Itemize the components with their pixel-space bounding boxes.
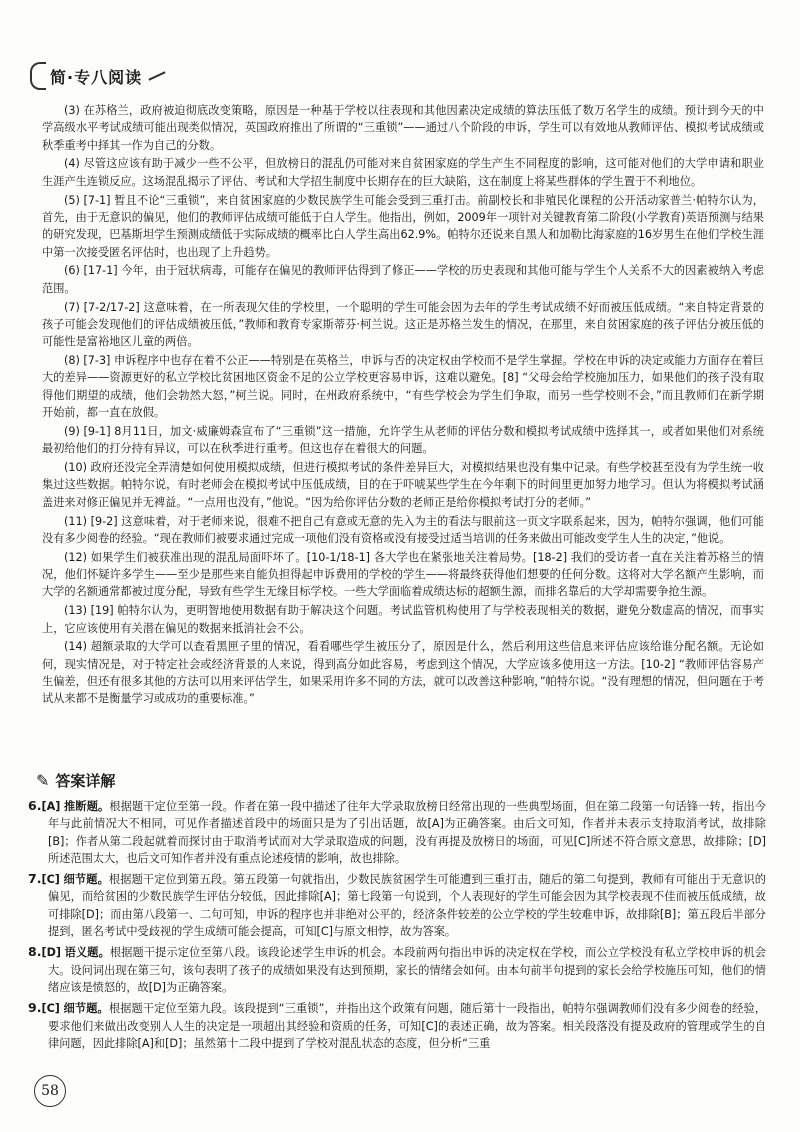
answer-number: 7. <box>28 871 42 887</box>
answer-option: [C] <box>41 873 60 887</box>
answer-item <box>28 943 766 996</box>
answer-number: 9. <box>28 1000 42 1016</box>
paragraph-5: (5) [7-1] 暂且不论“三重锁”，来自贫困家庭的少数民族学生可能会受到三重打击。前副校长和非殖民化课程的公开活动家普兰·帕特尔认为，首先，由于无意识的偏见，他们的教师评估成绩可能低于白人学生。他指出，例如，2009年一项针对关键教育第二阶段(小学教育)英语预测与结果的研究发现，巴基斯坦学生预测成绩低于实际成绩的概率比白人学生高出62.9%。帕特尔还说来自黑人和加勒比海家庭的16岁男生在他们学校生涯中第一次接受匿名评估时，也出现了上升趋势。 <box>42 193 764 259</box>
answer-option: [C] <box>41 1002 60 1016</box>
answers-list <box>28 797 766 1055</box>
page-number: 58 <box>34 1075 66 1107</box>
decorative-line-icon <box>149 71 166 80</box>
answer-text: 根据题干定位至第九段。该段提到“三重锁”，并指出这个政策有问题，随后第十一段指出，帕特尔强调教师们没有多少阅卷的经验，要求他们来做出改变别人人生的决定是一项超出其经验和资质的任务，可知[C]的表述正确，故为答案。相关段落没有提及政府的管理或学生的自律问题，因此排除[A]和[D]；虽然第十二段中提到了学校对混乱状态的态度，但分析“三重 <box>48 1002 766 1050</box>
paragraph-13: (13) [19] 帕特尔认为，更明智地使用数据有助于解决这个问题。考试监管机构使用了与学校表现相关的数据，避免分数虚高的情况，而事实上，它应该使用有关潜在偏见的数据来抵消社会不公。 <box>42 604 764 635</box>
answer-option: [D] <box>41 946 61 960</box>
answer-option: [A] <box>41 800 61 813</box>
answer-type: 推断题。 <box>64 800 110 813</box>
paragraph-11: (11) [9-2] 这意味着，对于老师来说，很难不把自己有意或无意的先入为主的看法与眼前这一页文字联系起来，因为，帕特尔强调，他们可能没有多少阅卷的经验。“现在教师们被要求通过完成一项他们没有资格或没有接受过适当培训的任务来做出可能改变学生人生的决定，”他说。 <box>42 514 764 545</box>
answer-type: 细节题。 <box>63 873 109 887</box>
paragraph-14: (14) 超额录取的大学可以查看黑匣子里的情况，看看哪些学生被压分了，原因是什么，然后利用这些信息来评估应该给谁分配名额。无论如何，现实情况是，对于特定社会或经济背景的人来说，得到高分如此容易，考虑到这个情况，大学应该多使用这一方法。[10-2] “教师评估容易产生偏差，但还有很多其他的方法可以用来评估学生，如果采用许多不同的方法，就可以改善这种影响，”帕特尔说。“没有理想的情况，但问题在于考试从来都不是衡量学习或成功的重要标准。” <box>42 640 764 706</box>
answer-item <box>28 999 766 1052</box>
answer-number: 6. <box>28 798 42 813</box>
paragraph-7: (7) [7-2/17-2] 这意味着，在一所表现欠佳的学校里，一个聪明的学生可能会因为去年的学生考试成绩不好而被压低成绩。“来自特定背景的孩子可能会发现他们的评估成绩被压低，”教师和教育专家斯蒂芬·柯兰说。这正是苏格兰发生的情况，在那里，来自贫困家庭的孩子评估分被压低的可能性是富裕地区儿童的两倍。 <box>42 300 764 349</box>
paragraph-4: (4) 尽管这应该有助于减少一些不公平，但放榜日的混乱仍可能对来自贫困家庭的学生产生不同程度的影响，这可能对他们的大学申请和职业生涯产生连锁反应。这场混乱揭示了评估、考试和大学招生制度中长期存在的巨大缺陷，这在制度上将某些群体的学生置于不利地位。 <box>42 157 764 188</box>
answer-type: 细节题。 <box>63 1002 109 1016</box>
answer-item <box>28 870 766 940</box>
paragraph-9: (9) [9-1] 8月11日，加文·威廉姆森宣布了“三重锁”这一措施，允许学生从老师的评估分数和模拟考试成绩中选择其一，或者如果他们对系统最初给他们的打分持有异议，可以在秋季进行重考。但这也存在着很大的问题。 <box>42 424 764 456</box>
section-title: 简·专八阅读 <box>50 67 143 87</box>
answer-text: 根据题干定位至第一段。作者在第一段中描述了往年大学录取放榜日经常出现的一些典型场面，但在第二段第一句话锋一转，指出今年与此前情况大不相同，可见作者描述首段中的场面只是为了引出话题，故[A]为正确答案。由后文可知，作者并未表示支持取消考试，故排除[B]；作者从第二段起就着而探讨由于取消考试而对大学录取造成的问题，没有再提及放榜日的场面，可见[C]所述不符合原文意思，故排除；[D]所述范围太大，也后文可知作者并没有重点论述疫情的影响，故也排除。 <box>48 800 766 865</box>
passage-translation <box>42 102 764 709</box>
paragraph-6: (6) [17-1] 今年，由于冠状病毒，可能存在偏见的教师评估得到了修正——学校的历史表现和其他可能与学生个人关系不大的因素被纳入考虑范围。 <box>42 264 764 295</box>
answers-heading-label: 答案详解 <box>55 772 116 790</box>
paragraph-3: (3) 在苏格兰，政府被迫彻底改变策略，原因是一种基于学校以往表现和其他因素决定成绩的算法压低了数万名学生的成绩。预计到今天的中学高级水平考试成绩可能出现类似情况，英国政府推出了所谓的“三重锁”——通过八个阶段的申诉，学生可以有效地从教师评估、模拟考试成绩或秋季重考中择其一作为自己的分数。 <box>42 104 764 152</box>
answer-number: 8. <box>28 944 42 960</box>
answer-text: 根据题干提示定位至第八段。该段论述学生申诉的机会。本段前两句指出申诉的决定权在学校，而公立学校没有私立学校申诉的机会大。设问词出现在第三句，该句表明了孩子的成绩如果没有达到预期，家长的情绪会如何。由本句前半句提到的家长会给学校施压可知，他们的情绪应该是愤怒的，故[D]为正确答案。 <box>48 946 766 994</box>
section-header <box>30 62 166 90</box>
answer-type: 语义题。 <box>64 946 110 960</box>
paragraph-12: (12) 如果学生们被获准出现的混乱局面吓坏了。[10-1/18-1] 各大学也在紧张地关注着局势。[18-2] 我们的受访者一直在关注着苏格兰的情况，他们怀疑许多学生——至少是那些来自能负担得起申诉费用的学校的学生——将最终获得他们想要的任何分数。这将对大学名额产生影响，而大学的名额通常都被过度分配，导致有些学生无缘目标学校。一些大学面临着成绩达标的超额生源，而排名靠后的大学却需要争抢生源。 <box>42 550 764 599</box>
answer-item <box>28 797 766 867</box>
bracket-icon <box>30 62 46 90</box>
paragraph-8: (8) [7-3] 申诉程序中也存在着不公正——特别是在英格兰，申诉与否的决定权由学校而不是学生掌握。学校在申诉的决定或能力方面存在着巨大的差异——资源更好的私立学校比贫困地区资金不足的公立学校更容易申诉，这难以避免。[8] “父母会给学校施加压力，如果他们的孩子没有取得他们期望的成绩，他们会勃然大怒，”柯兰说。同时，在州政府系统中，“有些学校会为学生们争取，而另一些学校则不会，”而且教师们在新学期开始前，都一直在放假。 <box>42 354 764 420</box>
paragraph-10: (10) 政府还没完全弄清楚如何使用模拟成绩，但进行模拟考试的条件差异巨大，对模拟结果也没有集中记录。有些学校甚至没有为学生统一收集过这些数据。帕特尔说，有时老师会在模拟考试中压低成绩，目的在于吓唬某些学生在今年剩下的时间里更加努力地学习。但认为将模拟考试涵盖进来对修正偏见并无裨益。“一点用也没有，”他说。“因为给你评估分数的老师正是给你模拟考试打分的老师。” <box>42 461 764 509</box>
answers-heading <box>36 770 115 791</box>
pencil-icon: ✎ <box>36 771 50 790</box>
answer-text: 根据题干定位到第五段。第五段第一句就指出，少数民族贫困学生可能遭到三重打击，随后的第二句提到，教师有可能出于无意识的偏见，而给贫困的少数民族学生评估分较低，因此排除[A]；第七段第一句说到，个人表现好的学生可能会因为其学校表现不佳而被压低成绩，故可排除[D]；而由第八段第一、二句可知，申诉的程序也并非绝对公平的，经济条件较差的公立学校的学生较难申诉，故排除[B]；第五段后半部分提到，匿名考试中受歧视的学生成绩可能会提高，可知[C]与原文相悖，故为答案。 <box>48 873 766 939</box>
